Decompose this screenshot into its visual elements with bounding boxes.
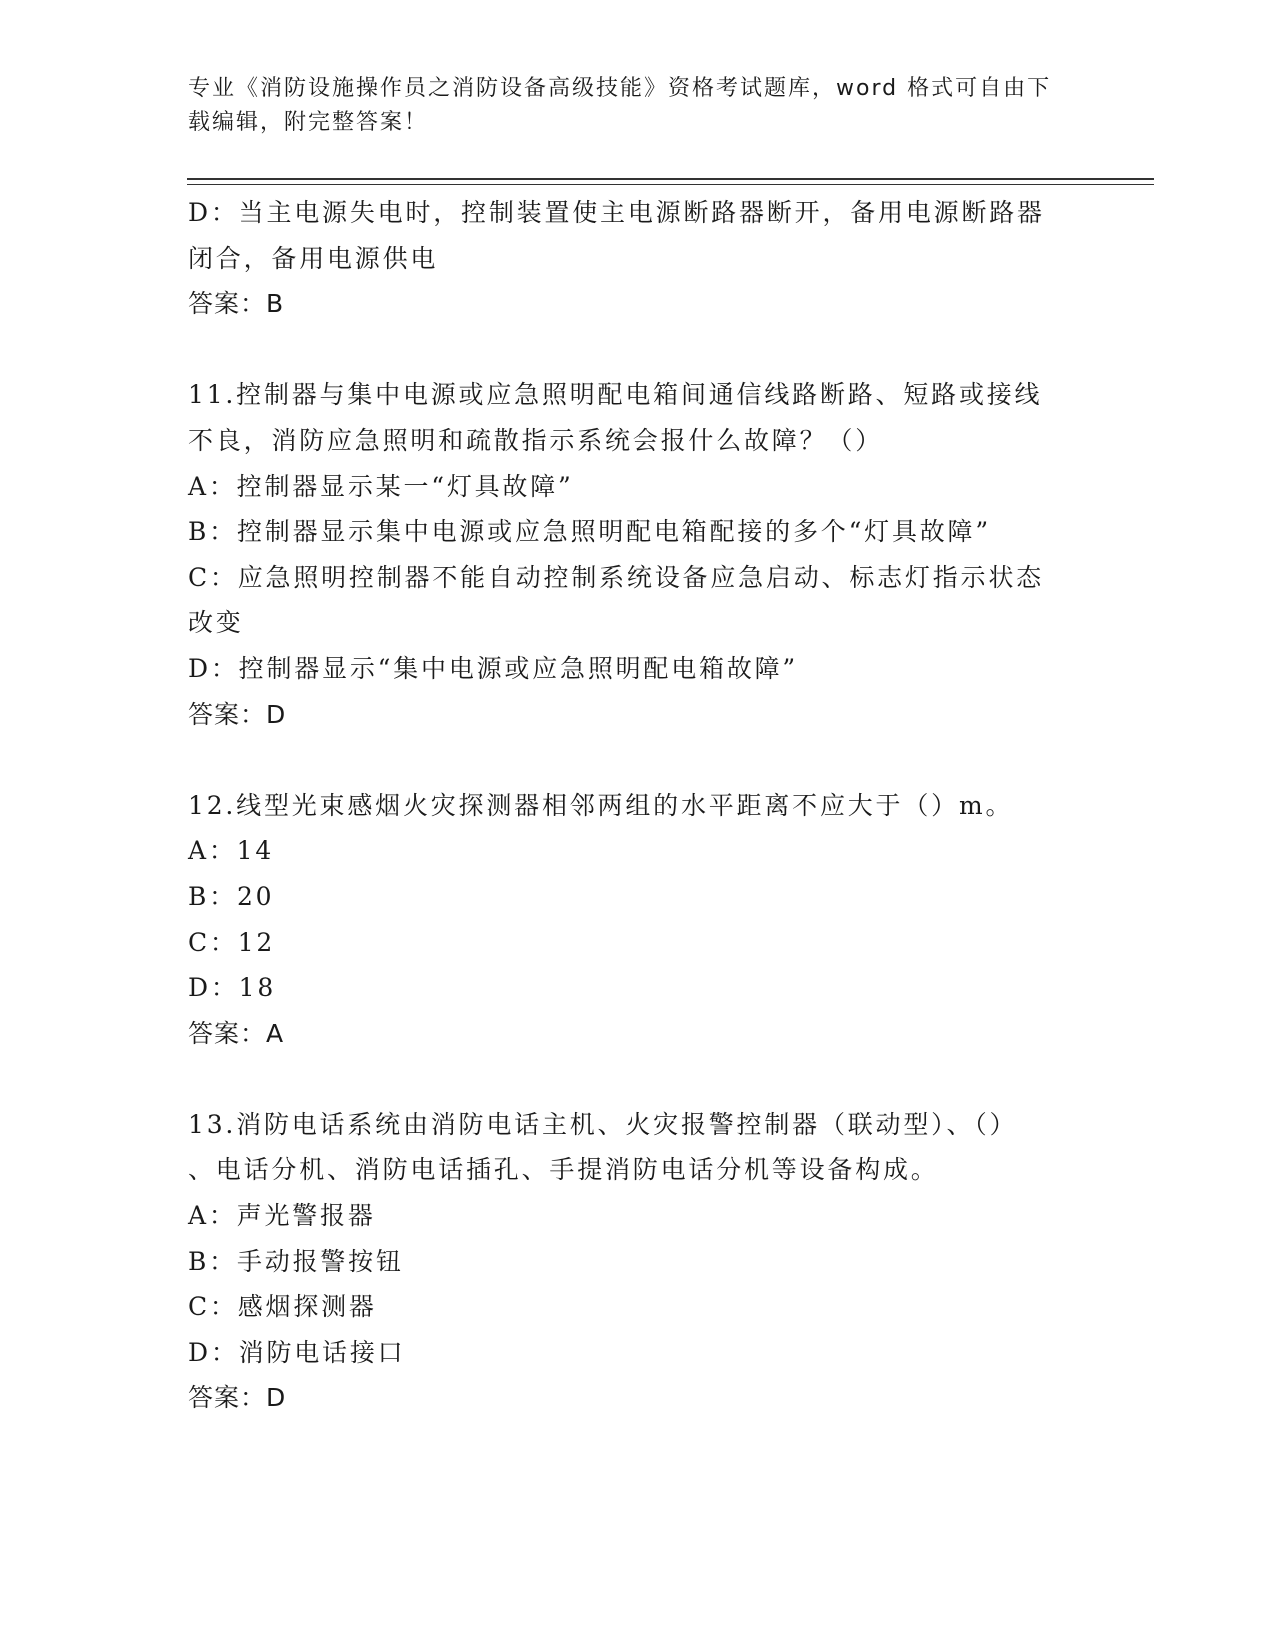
question-stem: 11.控制器与集中电源或应急照明配电箱间通信线路断路、短路或接线 [188, 380, 1043, 410]
spacer [188, 327, 1088, 373]
spacer [188, 1056, 1088, 1102]
option-d: D：18 [188, 973, 277, 1003]
question-10 [188, 190, 1088, 327]
question-stem-continued: 不良，消防应急照明和疏散指示系统会报什么故障？（） [188, 425, 884, 455]
header-divider [187, 178, 1154, 180]
option-a: A：14 [188, 836, 275, 866]
answer: 答案：D [188, 1383, 287, 1413]
option-b: B：控制器显示集中电源或应急照明配电箱配接的多个“灯具故障” [188, 517, 991, 547]
answer: 答案：B [188, 289, 285, 319]
option-d: D：消防电话接口 [188, 1337, 406, 1367]
question-stem: 13.消防电话系统由消防电话主机、火灾报警控制器（联动型）、（） [188, 1109, 1018, 1139]
option-d: D：控制器显示“集中电源或应急照明配电箱故障” [188, 653, 799, 683]
option-a: A：声光警报器 [188, 1201, 376, 1231]
question-13 [188, 1102, 1088, 1421]
answer: 答案：D [188, 699, 287, 729]
option-d-continued: 闭合，备用电源供电 [188, 243, 439, 273]
header-line-2: 载编辑，附完整答案！ [188, 110, 429, 135]
option-b: B：手动报警按钮 [188, 1246, 404, 1276]
option-a: A：控制器显示某一“灯具故障” [188, 471, 574, 501]
option-d: D：当主电源失电时，控制装置使主电源断路器断开，备用电源断路器 [188, 198, 1045, 227]
question-stem: 12.线型光束感烟火灾探测器相邻两组的水平距离不应大于（）m。 [188, 790, 1014, 820]
option-b: B：20 [188, 881, 275, 911]
header-divider-thin [187, 184, 1154, 185]
question-stem-continued: 、电话分机、消防电话插孔、手提消防电话分机等设备构成。 [188, 1155, 939, 1185]
option-c: C：感烟探测器 [188, 1292, 377, 1322]
page-header [188, 72, 1068, 140]
document-body [188, 190, 1088, 1421]
spacer [188, 737, 1088, 783]
header-line-1: 专业《消防设施操作员之消防设备高级技能》资格考试题库，word 格式可自由下 [188, 76, 1052, 101]
option-c-continued: 改变 [188, 608, 244, 638]
answer: 答案：A [188, 1018, 285, 1048]
option-c: C：应急照明控制器不能自动控制系统设备应急启动、标志灯指示状态 [188, 562, 1044, 592]
option-c: C：12 [188, 927, 276, 957]
question-12 [188, 783, 1088, 1057]
question-11 [188, 372, 1088, 737]
